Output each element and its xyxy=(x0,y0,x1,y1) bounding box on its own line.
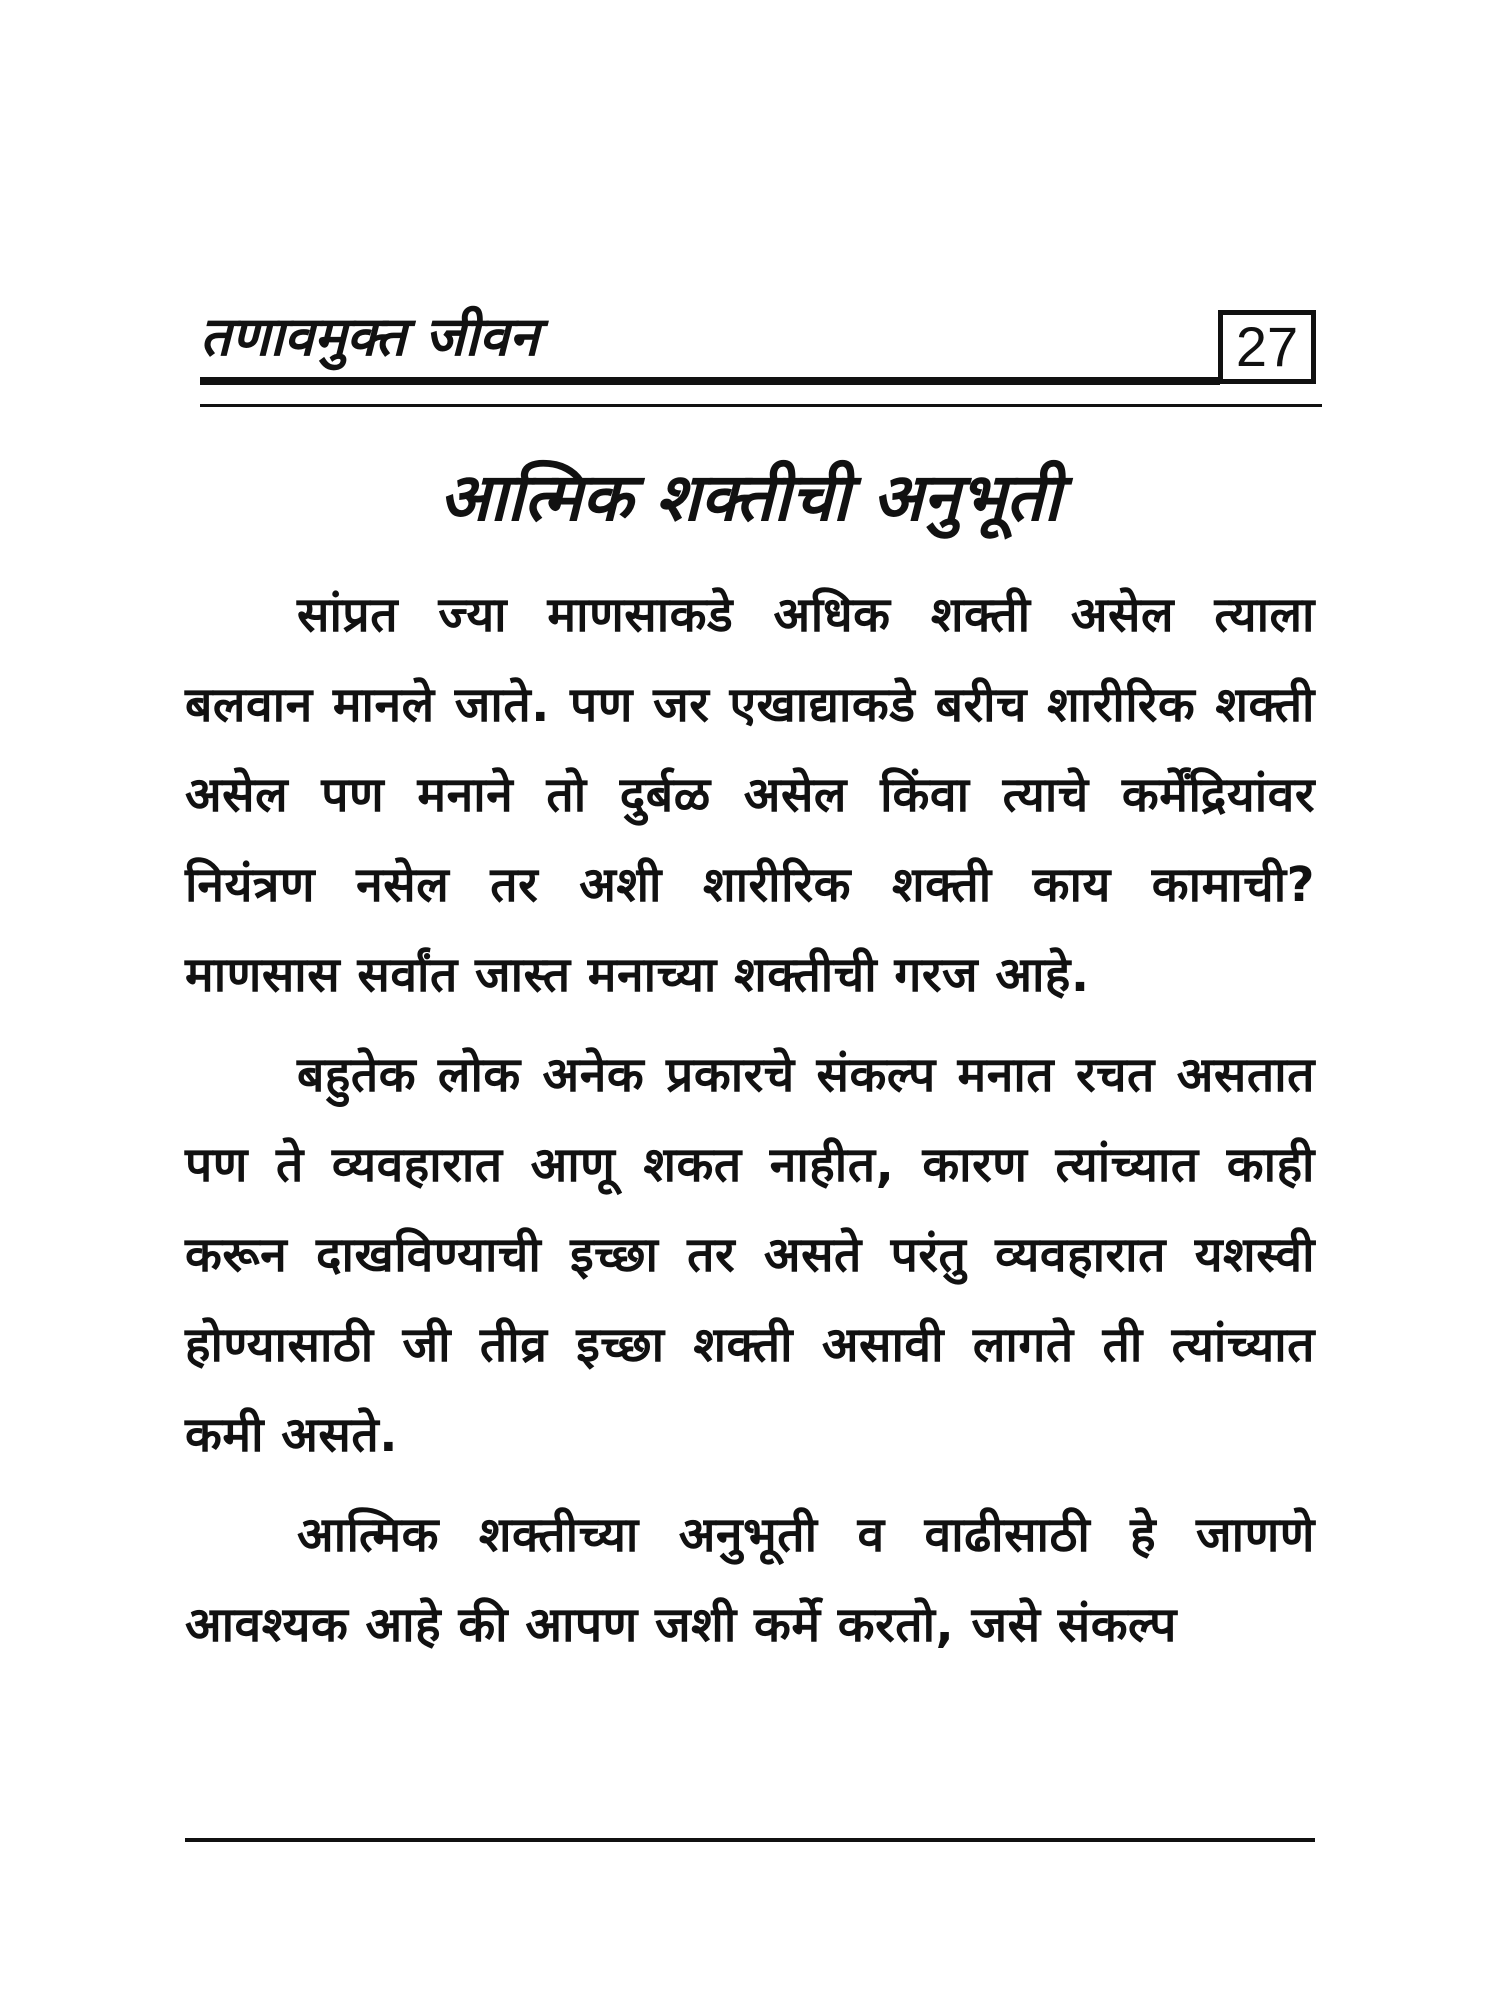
running-header-title: तणावमुक्त जीवन xyxy=(200,305,539,368)
footer-rule xyxy=(185,1838,1315,1842)
page-number-text: 27 xyxy=(1235,315,1299,378)
body-text xyxy=(185,570,1315,1670)
header-rule-thin xyxy=(200,404,1322,407)
header-rule-thick xyxy=(200,377,1220,385)
page-number xyxy=(1218,310,1316,384)
chapter-heading: आत्मिक शक्तीची अनुभूती xyxy=(439,459,1061,536)
paragraph-2: बहुतेक लोक अनेक प्रकारचे संकल्प मनात रचत असतात पण ते व्यवहारात आणू शकत नाहीत, कारण त्यांच्यात काही करून दाखविण्याची इच्छा तर असते परंतु व्यवहारात यशस्वी होण्यासाठी जी तीव्र इच्छा शक्ती असावी लागते ती त्यांच्यात कमी असते. xyxy=(185,1047,1315,1463)
paragraph-3: आत्मिक शक्तीच्या अनुभूती व वाढीसाठी हे जाणणे आवश्यक आहे की आपण जशी कर्मे करतो, जसे संकल्प xyxy=(185,1507,1315,1653)
paragraph-1: सांप्रत ज्या माणसाकडे अधिक शक्ती असेल त्याला बलवान मानले जाते. पण जर एखाद्याकडे बरीच शारीरिक शक्ती असेल पण मनाने तो दुर्बळ असेल किंवा त्याचे कर्मेंद्रियांवर नियंत्रण नसेल तर अशी शारीरिक शक्ती काय कामाची? माणसास सर्वांत जास्त मनाच्या शक्तीची गरज आहे. xyxy=(185,587,1315,1003)
